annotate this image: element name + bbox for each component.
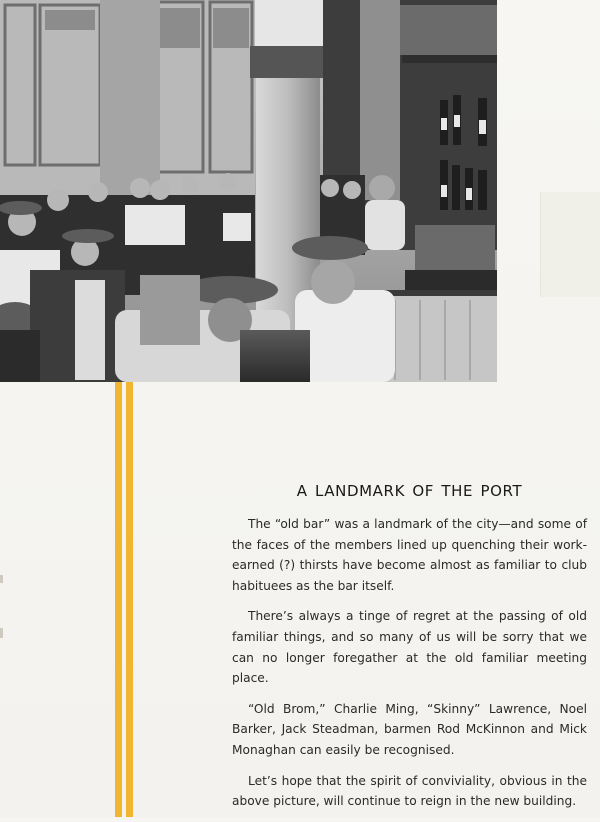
article-title: A LANDMARK OF THE PORT xyxy=(296,482,523,500)
article xyxy=(232,482,587,822)
article-paragraph: “Old Brom,” Charlie Ming, “Skinny” Lawrence, Noel Barker, Jack Steadman, barmen Rod McKinnon and Mick Monaghan can easily be recognised. xyxy=(232,701,587,757)
yellow-stripe-right xyxy=(126,382,133,817)
yellow-stripe-left xyxy=(115,382,122,817)
article-paragraph: The “old bar” was a landmark of the city—and some of the faces of the members lined up quenching their work-earned (?) thirsts have become almost as familiar to club habituees as the bar itself. xyxy=(232,517,587,593)
old-bar-photograph xyxy=(0,0,497,382)
page-edge-mark xyxy=(0,628,3,638)
article-paragraph: Let’s hope that the spirit of conviviality, obvious in the above picture, will continue to reign in the new building. xyxy=(232,773,587,809)
paper-tab xyxy=(540,192,600,297)
page-edge-mark xyxy=(0,575,3,583)
article-paragraph: There’s always a tinge of regret at the passing of old familiar things, and so many of us will be sorry that we can no longer foregather at the old familiar meeting place. xyxy=(232,609,587,686)
